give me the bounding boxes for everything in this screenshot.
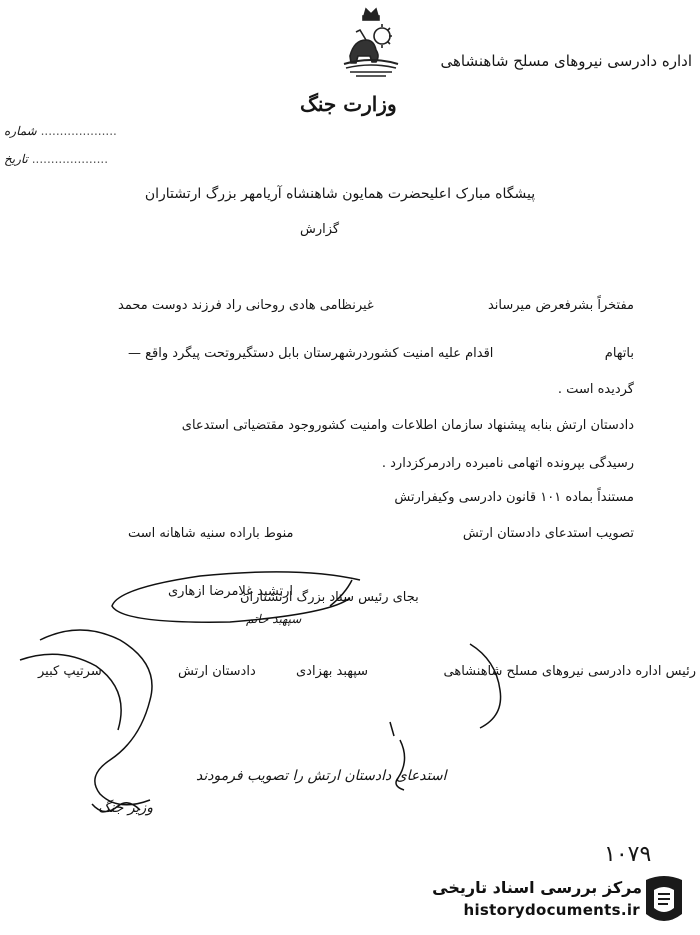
body-line3: گردیده است .: [557, 382, 634, 397]
ministry-title: وزارت جنگ: [300, 92, 397, 116]
dept-head-name: سپهبد بهزادی: [296, 664, 369, 679]
watermark-url: historydocuments.ir: [463, 901, 640, 919]
report-title: گزارش: [300, 222, 340, 237]
body-line7-right: تصویب استدعای دادستان ارتش: [462, 526, 634, 541]
prosecutor-name: سرتیپ کبیر: [38, 664, 102, 679]
body-line2-left: اقدام علیه امنیت کشوردرشهرستان بابل دستگیروتحت پیگرد واقع —: [128, 346, 494, 361]
chief-of-staff-name: ارتشبد غلامرضا ازهاری: [168, 584, 293, 599]
body-line1-right: مفتخراً بشرفعرض میرساند: [487, 298, 634, 313]
chief-of-staff-title: بجای رئیس ستاد بزرگ ارتشتاران: [240, 590, 419, 605]
body-line7-left: منوط باراده سنیه شاهانه است: [128, 526, 294, 541]
page-number: ۱۰۷۹: [604, 842, 652, 867]
date-label: تاریخ: [4, 152, 28, 166]
body-line4: دادستان ارتش بنابه پیشنهاد سازمان اطلاعات وامنیت کشوروجود مقتضیاتی استدعای: [181, 418, 634, 433]
archive-logo-icon: [640, 872, 688, 928]
chief-of-staff-handwritten: سپهبد حاتم: [246, 612, 302, 626]
body-line1-left: غیرنظامی هادی روحانی راد فرزند دوست محمد: [118, 298, 374, 313]
minister-handwritten-sign: وزیر جنگ: [98, 800, 154, 816]
number-value: ....................: [40, 124, 117, 138]
body-line2-right: باتهام: [604, 346, 634, 361]
date-value: ....................: [31, 152, 109, 166]
body-line6: مستنداً بماده ۱۰۱ قانون دادرسی وکیفرارتش: [394, 490, 634, 505]
body-line5: رسیدگی بپرونده اتهامی نامبرده رادرمرکزدارد .: [381, 456, 634, 471]
number-label: شماره: [4, 124, 37, 138]
watermark-title: مرکز بررسی اسناد تاریخی: [432, 878, 642, 897]
prosecutor-title: دادستان ارتش: [178, 664, 256, 679]
dept-head-title: رئیس اداره دادرسی نیروهای مسلح شاهنشاهی: [443, 664, 696, 679]
header-organization: اداره دادرسی نیروهای مسلح شاهنشاهی: [440, 52, 692, 70]
addressee-line: پیشگاه مبارک اعلیحضرت همایون شاهنشاه آریامهر بزرگ ارتشتاران: [144, 186, 536, 202]
minister-handwritten-note: استدعای دادستان ارتش را تصویب فرمودند: [196, 768, 447, 784]
